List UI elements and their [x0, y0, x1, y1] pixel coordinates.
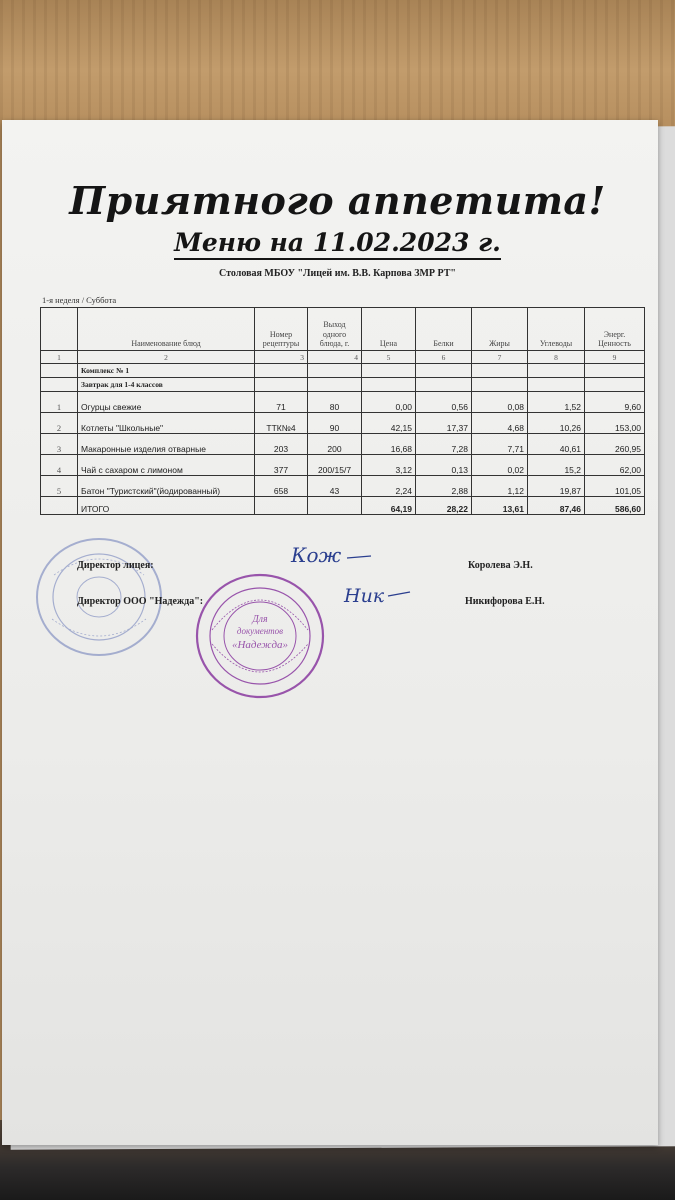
dish-price: 0,00: [362, 392, 416, 413]
dish-name: Огурцы свежие: [78, 392, 255, 413]
table-row: [41, 476, 645, 497]
meal-row: [41, 378, 645, 392]
header-cell: Углеводы: [528, 308, 585, 351]
row-index: 3: [41, 434, 78, 455]
dish-fat: 7,71: [472, 434, 528, 455]
complex-row: [41, 364, 645, 378]
stamp-text: «Надежда»: [231, 639, 289, 651]
total-row: [41, 497, 645, 515]
header-row: [41, 308, 645, 351]
row-index: 4: [41, 455, 78, 476]
row-index: 5: [41, 476, 78, 497]
dish-carbs: 40,61: [528, 434, 585, 455]
column-number: 5: [362, 351, 416, 364]
dish-weight: 200/15/7: [308, 455, 362, 476]
company-director-signature-text: Ник: [344, 585, 385, 607]
dish-fat: 4,68: [472, 413, 528, 434]
column-number: 4: [308, 351, 362, 364]
complex-label: Комплекс № 1: [78, 364, 255, 378]
page-title: Приятного аппетита!: [69, 178, 606, 223]
dish-name: Батон "Туристский"(йодированный): [78, 476, 255, 497]
recipe-number: 71: [255, 392, 308, 413]
dish-price: 16,68: [362, 434, 416, 455]
header-cell: [41, 308, 78, 351]
dish-carbs: 10,26: [528, 413, 585, 434]
total-protein: 28,22: [416, 497, 472, 515]
total-fat: 13,61: [472, 497, 528, 515]
dish-protein: 17,37: [416, 413, 472, 434]
recipe-number: 203: [255, 434, 308, 455]
week-label: 1-я неделя / Суббота: [42, 295, 117, 305]
dish-protein: 7,28: [416, 434, 472, 455]
stamp-text: документов: [236, 626, 284, 636]
dish-energy: 101,05: [585, 476, 645, 497]
dish-weight: 90: [308, 413, 362, 434]
dish-fat: 0,08: [472, 392, 528, 413]
header-cell: Жиры: [472, 308, 528, 351]
header-cell: Наименование блюд: [78, 308, 255, 351]
organization-stamp: [194, 572, 326, 700]
dish-energy: 260,95: [585, 434, 645, 455]
column-number-row: [41, 351, 645, 364]
dish-energy: 9,60: [585, 392, 645, 413]
canteen-name: Столовая МБОУ "Лицей им. В.В. Карпова ЗМР РТ": [219, 268, 456, 279]
company-director-signature: [340, 580, 420, 610]
dish-name: Чай с сахаром с лимоном: [78, 455, 255, 476]
dish-carbs: 1,52: [528, 392, 585, 413]
header-cell: Выход одного блюда, г.: [308, 308, 362, 351]
total-energy: 586,60: [585, 497, 645, 515]
dish-fat: 1,12: [472, 476, 528, 497]
dish-energy: 153,00: [585, 413, 645, 434]
dish-name: Макаронные изделия отварные: [78, 434, 255, 455]
column-number: 1: [41, 351, 78, 364]
table-row: [41, 434, 645, 455]
recipe-number: 658: [255, 476, 308, 497]
dish-carbs: 15,2: [528, 455, 585, 476]
stamp-text: Для: [252, 614, 268, 625]
column-number: 7: [472, 351, 528, 364]
table-row: [41, 455, 645, 476]
total-price: 64,19: [362, 497, 416, 515]
column-number: 8: [528, 351, 585, 364]
dish-protein: 2,88: [416, 476, 472, 497]
director-signature-text: Кож: [291, 543, 342, 567]
column-number: 3: [255, 351, 308, 364]
table-row: [41, 392, 645, 413]
table-row: [41, 413, 645, 434]
total-label: ИТОГО: [78, 497, 255, 515]
dish-price: 3,12: [362, 455, 416, 476]
row-index: 1: [41, 392, 78, 413]
dish-name: Котлеты "Школьные": [78, 413, 255, 434]
dish-weight: 200: [308, 434, 362, 455]
column-number: 2: [78, 351, 255, 364]
row-index: 2: [41, 413, 78, 434]
dish-weight: 80: [308, 392, 362, 413]
director-label: Директор лицея:: [77, 560, 154, 571]
menu-table: [40, 307, 645, 515]
menu-date-heading: Меню на 11.02.2023 г.: [0, 228, 675, 257]
header-cell: Номер рецептуры: [255, 308, 308, 351]
dish-protein: 0,13: [416, 455, 472, 476]
dish-energy: 62,00: [585, 455, 645, 476]
meal-label: Завтрак для 1-4 классов: [78, 378, 255, 392]
wooden-surface: [0, 0, 675, 140]
company-director-label: Директор ООО "Надежда":: [77, 596, 204, 607]
director-signature: [285, 538, 375, 572]
column-number: 6: [416, 351, 472, 364]
dish-carbs: 19,87: [528, 476, 585, 497]
total-carbs: 87,46: [528, 497, 585, 515]
header-cell: Цена: [362, 308, 416, 351]
dish-protein: 0,56: [416, 392, 472, 413]
header-cell: Белки: [416, 308, 472, 351]
dish-weight: 43: [308, 476, 362, 497]
company-director-name: Никифорова Е.Н.: [465, 596, 545, 607]
dish-fat: 0,02: [472, 455, 528, 476]
dish-price: 42,15: [362, 413, 416, 434]
column-number: 9: [585, 351, 645, 364]
director-name: Королева Э.Н.: [468, 560, 533, 571]
recipe-number: ТТК№4: [255, 413, 308, 434]
header-cell: Энерг. Ценность: [585, 308, 645, 351]
dish-price: 2,24: [362, 476, 416, 497]
recipe-number: 377: [255, 455, 308, 476]
